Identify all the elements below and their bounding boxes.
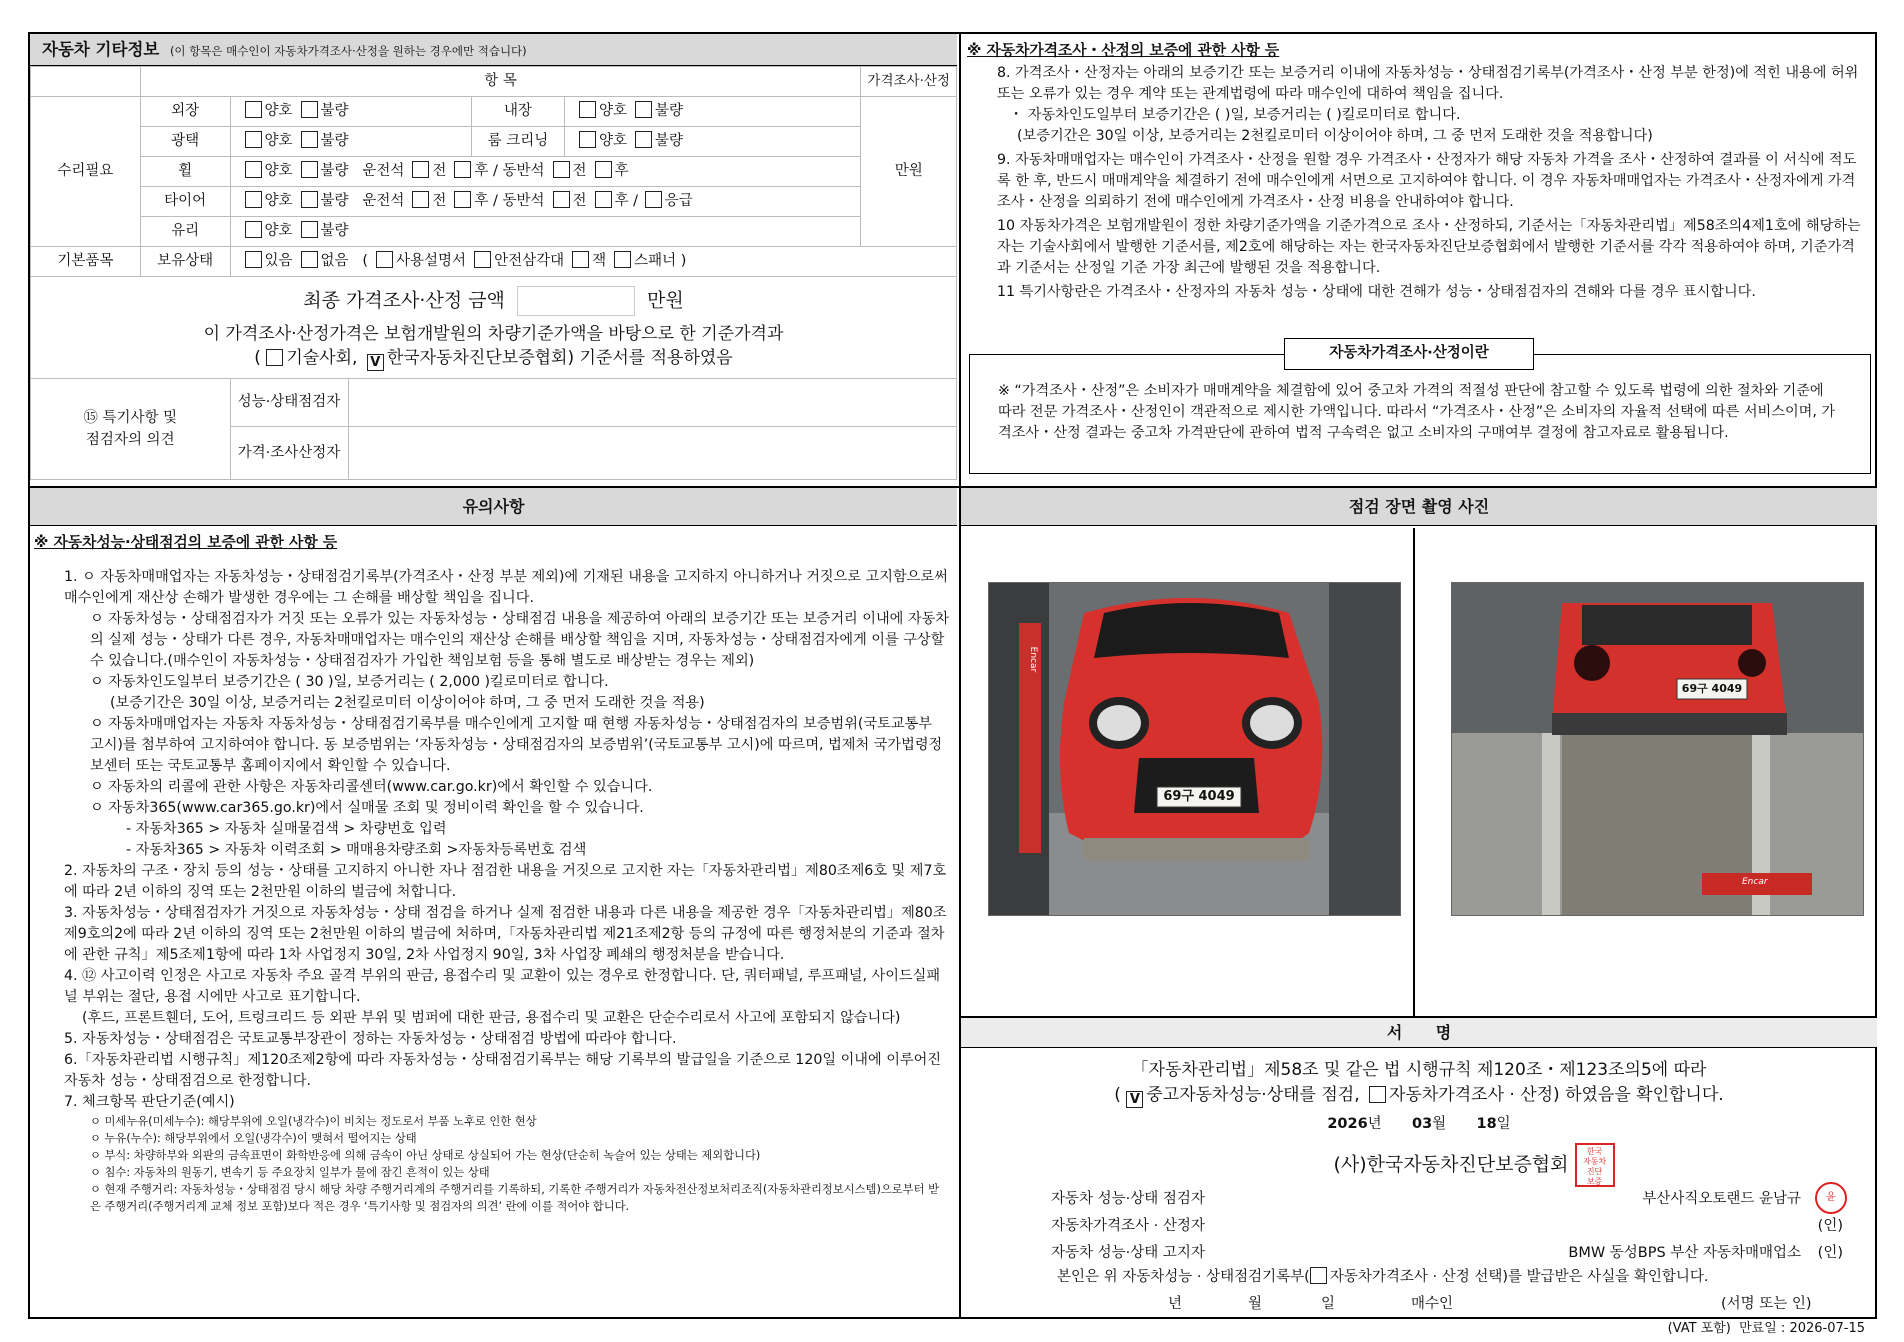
col-items-header: 항 목 xyxy=(140,67,861,97)
repair-needed-label: 수리필요 xyxy=(31,97,141,247)
signature-date: 2026년 03월 18일 xyxy=(1327,1116,1511,1132)
notice-1f: ㅇ 자동차365(www.car365.go.kr)에서 실매물 조회 및 정비이력 확인을 할 수 있습니다. xyxy=(90,800,644,817)
criteria-item: ㅇ 미세누유(미세누수): 해당부위에 오일(냉각수)이 비치는 정도로서 부품 노후로 인한 현상 xyxy=(90,1115,537,1129)
used-car-inspection-checkbox[interactable]: V xyxy=(1126,1091,1143,1108)
notifier-row: 자동차 성능·상태 고지자 BMW 동성BPS 부산 자동차매매업소 (인) xyxy=(1051,1245,1843,1261)
interior-bad-checkbox[interactable] xyxy=(635,101,652,118)
price-unit-won: 만원 xyxy=(861,97,957,247)
signer-list xyxy=(1051,1186,1851,1267)
notice-1f-step1: - 자동차365 > 자동차 실매물검색 > 차량번호 입력 xyxy=(126,821,447,838)
appraisal-guarantee-title: ※ 자동차가격조사・산정의 보증에 관한 사항 등 xyxy=(967,42,1280,59)
basis-kadia-checkbox[interactable]: V xyxy=(367,354,384,371)
appraisal-item-9: 9. 자동차매매업자는 매수인이 가격조사・산정을 원할 경우 가격조사・산정자가 해당 자동차 가격을 조사・산정하여 결과를 이 서식에 적도록 한 후, 반드시 매매계약을 체결하기 전에 매수인에게 서면으로 고지하여야 합니다. 이 경우 자동차매매업자는 가격조사・산정자에게 가격조사・산정을 의뢰하기 전에 매수인에게 가격조사・산정 비용을 안내하여야 합니다. xyxy=(997,152,1857,211)
rear-car-image xyxy=(1452,583,1864,916)
expiry-date: 만료일 : 2026-07-15 xyxy=(1739,1321,1865,1336)
wheel-driver-rear-checkbox[interactable] xyxy=(454,161,471,178)
exterior-bad-checkbox[interactable] xyxy=(301,101,318,118)
inspector-seal-icon: 윤 xyxy=(1815,1182,1847,1214)
glass-good-checkbox[interactable] xyxy=(245,221,262,238)
appraisal-definition-text: ※ “가격조사・산정”은 소비자가 매매계약을 체결함에 있어 중고차 가격의 적절성 판단에 참고할 수 있도록 법령에 의한 절차와 기준에 따라 전문 가격조사・산정인이 객관적으로 제시한 가액입니다. 따라서 “가격조사・산정”은 소비자의 자율적 선택에 따른 서비스이며, 가격조사・산정 결과는 중고차 가격판단에 관하여 법적 구속력은 없고 소비자의 구매여부 결정에 참고자료로 활용됩니다. xyxy=(998,383,1836,441)
notice-4: 4. ⑫ 사고이력 인정은 사고로 자동차 주요 골격 부위의 판금, 용접수리 및 교환이 있는 경우로 한정합니다. 단, 쿼터패널, 루프패널, 사이드실패널 부위는 절단, 용접 시에만 사고로 표기합니다. xyxy=(64,968,941,1006)
row-interior: 내장 xyxy=(472,97,565,127)
price-appraisal-checkbox[interactable] xyxy=(1369,1086,1386,1103)
room-cleaning-options: 양호 불량 xyxy=(564,127,860,157)
gloss-good-checkbox[interactable] xyxy=(245,131,262,148)
jack-checkbox[interactable] xyxy=(572,251,589,268)
basis-technical-checkbox[interactable] xyxy=(266,349,283,366)
spanner-checkbox[interactable] xyxy=(614,251,631,268)
possession-have-checkbox[interactable] xyxy=(245,251,262,268)
inspector-row: 자동차 성능·상태 점검자 부산사직오토랜드 윤남규 윤 xyxy=(1051,1186,1851,1213)
room-bad-checkbox[interactable] xyxy=(635,131,652,148)
other-info-subtitle: (이 항목은 매수인이 자동차가격조사·산정을 원하는 경우에만 적습니다) xyxy=(169,44,527,58)
notices-bar: 유의사항 xyxy=(30,488,957,526)
notice-7: 7. 체크항목 판단기준(예시) xyxy=(64,1094,235,1111)
signature-section: 「자동차관리법」제58조 및 같은 법 시행규칙 제120조・제123조의5에 따라 ( V 중고자동차성능·상태를 점검, 자동차가격조사 · 산정) 하였음을 확인합니다. 2026년 03월 18일 (사)한국자동차진단보증협회 한국 자동차 진단 보증 자동차 성능·상태 점검자 부산사직오토랜드 윤남규 윤 자동차가격조사 · 산정자 (인) 자동차 성능·상태 고지자 BMW 동성BPS 부산 자동차매매업소 (인) 본인은 위 자동차성능 · 상태점검기록부( 자동차가격조사 · 산정 선택)를 발급받은 사실을 확인합니다. 년 월 일 매수인 (서명 또는 인) (VAT 포함) 만료일 : 2026-07-15 xyxy=(961,1050,1877,1318)
rear-plate: 69구 4049 xyxy=(1681,682,1743,695)
gloss-options: 양호 불량 xyxy=(230,127,472,157)
appraisal-item-11: 11 특기사항란은 가격조사・산정자의 자동차 성능・상태에 대한 견해가 성능・상태점검자의 견해와 다를 경우 표시합니다. xyxy=(997,284,1756,301)
room-good-checkbox[interactable] xyxy=(579,131,596,148)
final-price-input[interactable] xyxy=(517,286,635,316)
interior-good-checkbox[interactable] xyxy=(579,101,596,118)
buyer-confirm: 본인은 위 자동차성능 · 상태점검기록부( 자동차가격조사 · 산정 선택)를 발급받은 사실을 확인합니다. xyxy=(1057,1269,1709,1285)
buyer-appraisal-checkbox[interactable] xyxy=(1310,1267,1327,1284)
criteria-item: ㅇ 침수: 자동차의 원동기, 변속기 등 주요장치 일부가 물에 잠긴 흔적이 있는 상태 xyxy=(90,1166,490,1180)
notice-1b: ㅇ 자동차성능・상태점검자가 거짓 또는 오류가 있는 자동차성능・상태점검 내용을 제공하여 아래의 보증기간 또는 보증거리 이내에 자동차의 실제 성능・상태가 다른 경우, 자동차매매업자는 매수인의 재산상 손해를 배상할 책임을 지며, 자동차성능・상태점검자에게 이를 구상할 수 있습니다.(매수인이 자동차성능・상태점검자가 가입한 책임보험 등을 통해 별도로 배상받는 경우는 제외) xyxy=(90,611,950,670)
appraisal-item-8-note: (보증기간은 30일 이상, 보증거리는 2천킬로미터 이상이어야 하며, 그 중 먼저 도래한 것을 적용합니다) xyxy=(1017,128,1653,145)
col-price-header: 가격조사·산정 xyxy=(861,67,957,97)
row-possession: 보유상태 xyxy=(140,247,230,277)
notice-1f-step2: - 자동차365 > 자동차 이력조회 > 매매용차량조회 >자동차등록번호 검색 xyxy=(126,842,587,859)
basic-items-label: 기본품목 xyxy=(31,247,141,277)
appraisal-item-8: 8. 가격조사・산정자는 아래의 보증기간 또는 보증거리 이내에 자동차성능・상태점검기록부(가격조사・산정 부분 한정)에 적힌 내용에 허위 또는 오류가 있는 경우 계약 또는 관계법령에 따라 매수인에 대하여 책임을 집니다. xyxy=(997,65,1859,103)
other-info-table xyxy=(30,66,957,480)
exterior-options: 양호 불량 xyxy=(230,97,472,127)
front-lift-brand: Encar xyxy=(1028,646,1039,673)
inspection-record-page xyxy=(28,32,1877,1336)
exterior-good-checkbox[interactable] xyxy=(245,101,262,118)
notices-section xyxy=(30,528,957,1319)
row-wheel: 휠 xyxy=(140,157,230,187)
appraisal-definition-box xyxy=(969,345,1871,474)
appraisal-guarantee-section xyxy=(961,34,1877,486)
front-photo xyxy=(988,582,1401,916)
buyer-signature-field[interactable]: (서명 또는 인) xyxy=(1721,1296,1812,1312)
row-room-cleaning: 룸 크리닝 xyxy=(472,127,565,157)
manual-checkbox[interactable] xyxy=(376,251,393,268)
notice-1e: ㅇ 자동차의 리콜에 관한 사항은 자동차리콜센터(www.car.go.kr)에서 확인할 수 있습니다. xyxy=(90,779,653,796)
special-notes-label: ⑮ 특기사항 및 점검자의 의견 xyxy=(31,379,231,480)
triangle-checkbox[interactable] xyxy=(474,251,491,268)
association-name: (사)한국자동차진단보증협회 xyxy=(1333,1153,1569,1176)
criteria-item: ㅇ 누유(누수): 해당부위에서 오일(냉각수)이 맺혀서 떨어지는 상태 xyxy=(90,1132,417,1146)
notice-4-note: (후드, 프론트휀더, 도어, 트렁크리드 등 외판 부위 및 범퍼에 대한 판금, 용접수리 및 교환은 단순수리로서 사고에 포함되지 않습니다) xyxy=(82,1010,901,1027)
rear-lift-brand: Encar xyxy=(1742,877,1768,887)
criteria-item: ㅇ 현재 주행거리: 자동차성능・상태점검 당시 해당 차량 주행거리계의 주행거리를 기록하되, 기록한 주행거리가 자동차전산정보처리조직(자동차관리정보시스템)으로부터 받은 주행거리(주행거리계 교체 정보 포함)보다 적은 경우 ‘특기사항 및 점검자의 의견’ 란에 이를 적어야 합니다. xyxy=(90,1183,940,1214)
gloss-bad-checkbox[interactable] xyxy=(301,131,318,148)
special-inspector-row: 성능·상태점검자 xyxy=(230,379,957,427)
expiry-line: (VAT 포함) 만료일 : 2026-07-15 xyxy=(1667,1321,1865,1336)
row-tire: 타이어 xyxy=(140,187,230,217)
notice-6: 6.「자동차관리법 시행규칙」제120조제2항에 따라 자동차성능・상태점검기록부는 해당 기록부의 발급일을 기준으로 120일 이내에 이루어진 자동차 성능・상태점검으로 한정합니다. xyxy=(64,1052,942,1090)
wheel-passenger-front-checkbox[interactable] xyxy=(553,161,570,178)
final-price-block: 최종 가격조사·산정 금액 만원 이 가격조사·산정가격은 보험개발원의 차량기준가액을 바탕으로 한 기준가격과 ( 기술사회, V 한국자동차진단보증협회) 기준서를 적용하였음 xyxy=(31,277,957,379)
photos-bar: 점검 장면 촬영 사진 xyxy=(961,488,1877,526)
criteria-item: ㅇ 부식: 차량하부와 외판의 금속표면이 화학반응에 의해 금속이 아닌 상태로 상실되어 가는 현상(단순히 녹슬어 있는 상태는 제외합니다) xyxy=(90,1149,761,1163)
wheel-bad-checkbox[interactable] xyxy=(301,161,318,178)
tire-driver-rear-checkbox[interactable] xyxy=(454,191,471,208)
possession-none-checkbox[interactable] xyxy=(301,251,318,268)
tire-passenger-front-checkbox[interactable] xyxy=(553,191,570,208)
notice-3: 3. 자동차성능・상태점검자가 거짓으로 자동차성능・상태 점검을 하거나 실제 점검한 내용과 다른 내용을 제공한 경우「자동차관리법」제80조제9호의2에 따라 2년 이하의 징역 또는 2천만원 이하의 벌금에 처하며,「자동차관리법 제21조제2항 등의 규정에 따른 행정처분의 기준과 절차에 관한 규칙」제5조제1항에 따라 1차 사업정지 30일, 2차 사업정지 90일, 3차 사업장 폐쇄의 행정처분을 받습니다. xyxy=(64,905,947,964)
tire-good-checkbox[interactable] xyxy=(245,191,262,208)
final-price-label: 최종 가격조사·산정 금액 xyxy=(303,289,505,312)
signature-statement: 「자동차관리법」제58조 및 같은 법 시행규칙 제120조・제123조의5에 따라 ( V 중고자동차성능·상태를 점검, 자동차가격조사 · 산정) 하였음을 확인합니다. xyxy=(1114,1060,1724,1107)
notice-2: 2. 자동차의 구조・장치 등의 성능・상태를 고지하지 아니한 자나 점검한 내용을 거짓으로 고지한 자는「자동차관리법」제80조제6호 및 제7호에 따라 2년 이하의 징역 또는 2천만원 이하의 벌금에 처합니다. xyxy=(64,863,947,901)
wheel-options: 양호 불량 운전석 전 후 / 동반석 전 후 xyxy=(230,157,861,187)
tire-passenger-rear-checkbox[interactable] xyxy=(595,191,612,208)
notice-1a: 1. ㅇ 자동차매매업자는 자동차성능・상태점검기록부(가격조사・산정 부분 제외)에 기재된 내용을 고지하지 아니하거나 거짓으로 고지함으로써 매수인에게 재산상 손해가 발생한 경우에는 그 손해를 배상할 책임을 집니다. xyxy=(64,569,948,607)
tire-bad-checkbox[interactable] xyxy=(301,191,318,208)
signature-bar: 서 명 xyxy=(961,1016,1877,1048)
row-exterior: 외장 xyxy=(140,97,230,127)
special-appraiser-row: 가격·조사산정자 xyxy=(230,427,957,480)
other-info-header xyxy=(30,34,957,66)
glass-options: 양호 불량 xyxy=(230,217,861,247)
notice-1d: ㅇ 자동차매매업자는 자동차 자동차성능・상태점검기록부를 매수인에게 고지할 때 현행 자동차성능・상태점검자의 보증범위(국토교통부 고시)를 첨부하여 고지하여야 합니다. 동 보증범위는 ‘자동차성능・상태점검자의 보증범위’(국토교통부 고시)에 따르며, 법제처 국가법령정보센터 또는 국토교통부 홈페이지에서 확인할 수 있습니다. xyxy=(90,716,943,775)
notice-5: 5. 자동차성능・상태점검은 국토교통부장관이 정하는 자동차성능・상태점검 방법에 따라야 합니다. xyxy=(64,1031,677,1048)
notice-1c-note: (보증기간은 30일 이상, 보증거리는 2천킬로미터 이상이어야 하며, 그 중 먼저 도래한 것을 적용) xyxy=(110,695,705,712)
association-line xyxy=(961,1143,1877,1187)
wheel-driver-front-checkbox[interactable] xyxy=(412,161,429,178)
possession-options: 있음 없음 ( 사용설명서 안전삼각대 잭 스패너 ) xyxy=(230,247,957,277)
appraisal-item-10: 10 자동차가격은 보험개발원이 정한 차량기준가액을 기준가격으로 조사・산정하되, 기준서는「자동차관리법」제58조의4제1호에 해당하는 자는 기술사회에서 발행한 기준서를, 제2호에 해당하는 자는 한국자동차진단보증협회에서 발행한 기준서를 각각 적용하여야 하며, 기준가격과 기준서는 산정일 기준 가장 최근에 발행된 것을 적용합니다. xyxy=(997,218,1861,277)
other-info-title: 자동차 기타정보 xyxy=(42,40,160,59)
wheel-good-checkbox[interactable] xyxy=(245,161,262,178)
tire-driver-front-checkbox[interactable] xyxy=(412,191,429,208)
appraisal-definition-title: 자동차가격조사·산정이란 xyxy=(1284,338,1534,370)
tire-emergency-checkbox[interactable] xyxy=(645,191,662,208)
rear-photo xyxy=(1451,582,1864,916)
notice-1c: ㅇ 자동차인도일부터 보증기간은 ( 30 )일, 보증거리는 ( 2,000 )킬로미터로 합니다. xyxy=(90,674,609,691)
front-plate: 69구 4049 xyxy=(1163,789,1235,804)
basis-note: 이 가격조사·산정가격은 보험개발원의 차량기준가액을 바탕으로 한 기준가격과 ( 기술사회, V 한국자동차진단보증협회) 기준서를 적용하였음 xyxy=(203,324,784,370)
row-glass: 유리 xyxy=(140,217,230,247)
notices-title: ※ 자동차성능·상태점검의 보증에 관한 사항 등 xyxy=(34,534,338,551)
association-seal-icon: 한국 자동차 진단 보증 xyxy=(1575,1143,1615,1187)
row-gloss: 광택 xyxy=(140,127,230,157)
glass-bad-checkbox[interactable] xyxy=(301,221,318,238)
tire-options: 양호 불량 운전석 전 후 / 동반석 전 후 / 응급 xyxy=(230,187,861,217)
photos-divider xyxy=(1413,528,1415,1016)
appraiser-row: 자동차가격조사 · 산정자 (인) xyxy=(1051,1218,1843,1234)
front-car-image xyxy=(989,583,1401,916)
appraisal-item-8-period: ・ 자동차인도일부터 보증기간은 ( )일, 보증거리는 ( )킬로미터로 합니다. xyxy=(1009,107,1461,124)
interior-options: 양호 불량 xyxy=(564,97,860,127)
wheel-passenger-rear-checkbox[interactable] xyxy=(595,161,612,178)
